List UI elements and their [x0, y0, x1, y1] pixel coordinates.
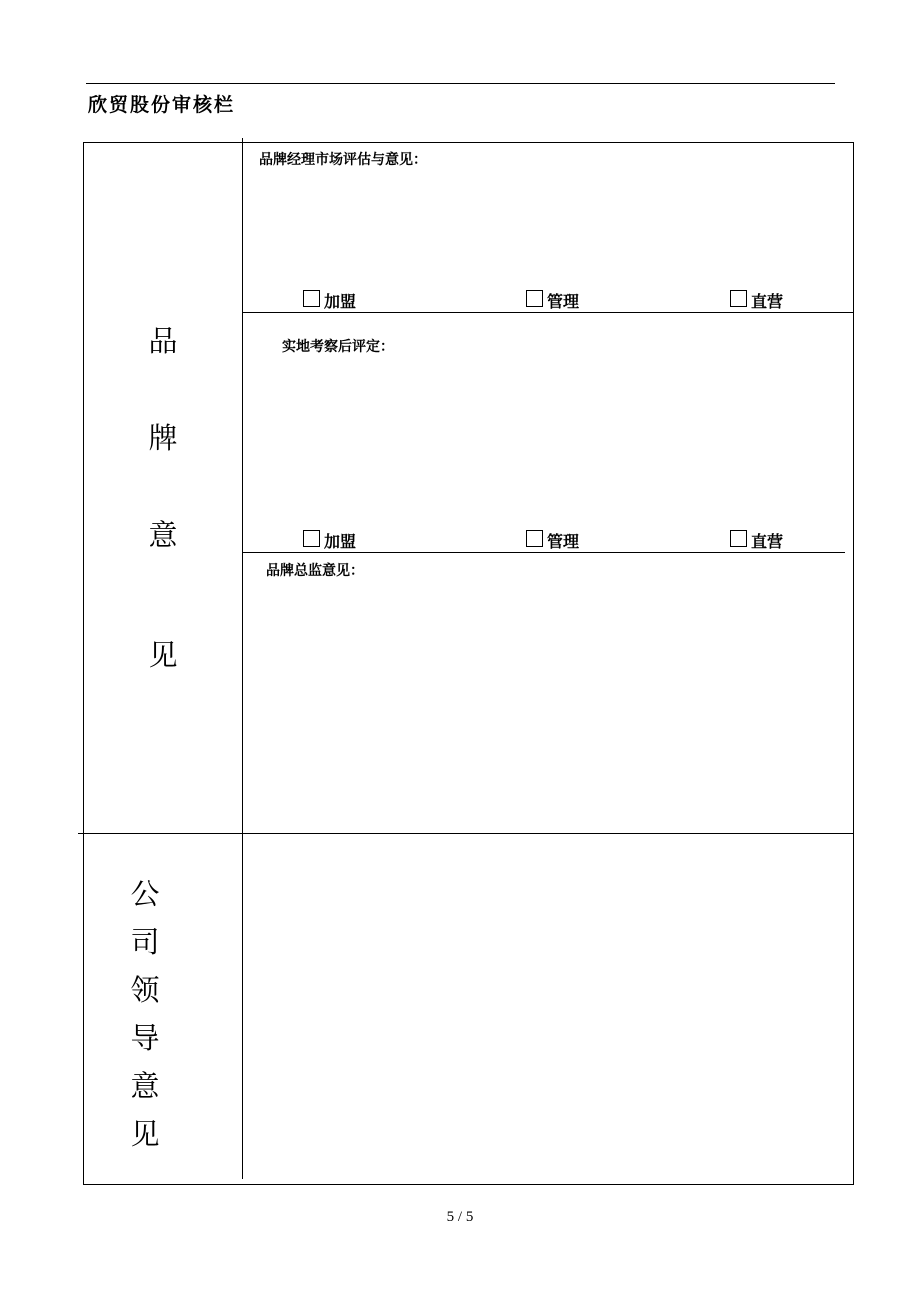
direct-checkbox[interactable]	[730, 290, 747, 307]
option-direct[interactable]	[730, 528, 783, 550]
option-label: 直营	[751, 292, 784, 311]
option-label: 直营	[751, 532, 784, 551]
director-opinion-label: 品牌总监意见：	[266, 563, 364, 579]
side-char: 公	[130, 877, 160, 911]
option-direct[interactable]	[730, 288, 783, 310]
option-label: 管理	[547, 292, 580, 311]
side-char: 导	[130, 1021, 160, 1055]
managed-checkbox[interactable]	[526, 290, 543, 307]
franchise-checkbox[interactable]	[303, 290, 320, 307]
direct-checkbox[interactable]	[730, 530, 747, 547]
side-char: 意	[130, 1069, 160, 1103]
side-char: 见	[130, 1117, 160, 1151]
header-rule	[86, 83, 835, 84]
page-number: 5 / 5	[446, 1209, 474, 1225]
page-title: 欣贸股份审核栏	[88, 94, 236, 116]
option-label: 管理	[547, 532, 580, 551]
managed-checkbox[interactable]	[526, 530, 543, 547]
option-franchise[interactable]	[303, 288, 356, 310]
option-label: 加盟	[324, 532, 357, 551]
inspection-label: 实地考察后评定：	[282, 339, 394, 355]
manager-row-divider	[242, 312, 854, 313]
option-franchise[interactable]	[303, 528, 356, 550]
table-right-border	[853, 142, 854, 1185]
side-char: 意	[148, 518, 178, 552]
side-char: 领	[130, 973, 160, 1007]
option-managed[interactable]	[526, 288, 579, 310]
section-divider	[78, 833, 854, 834]
table-bottom-border	[83, 1184, 854, 1185]
option-managed[interactable]	[526, 528, 579, 550]
side-char: 牌	[148, 421, 178, 455]
table-left-border	[83, 142, 84, 1185]
side-char: 见	[148, 638, 178, 672]
column-divider	[242, 138, 243, 1179]
table-top-border	[83, 142, 854, 143]
side-char: 司	[130, 925, 160, 959]
side-char: 品	[148, 324, 178, 358]
inspection-row-divider	[242, 552, 845, 553]
option-label: 加盟	[324, 292, 357, 311]
manager-assessment-label: 品牌经理市场评估与意见：	[259, 152, 427, 168]
franchise-checkbox[interactable]	[303, 530, 320, 547]
